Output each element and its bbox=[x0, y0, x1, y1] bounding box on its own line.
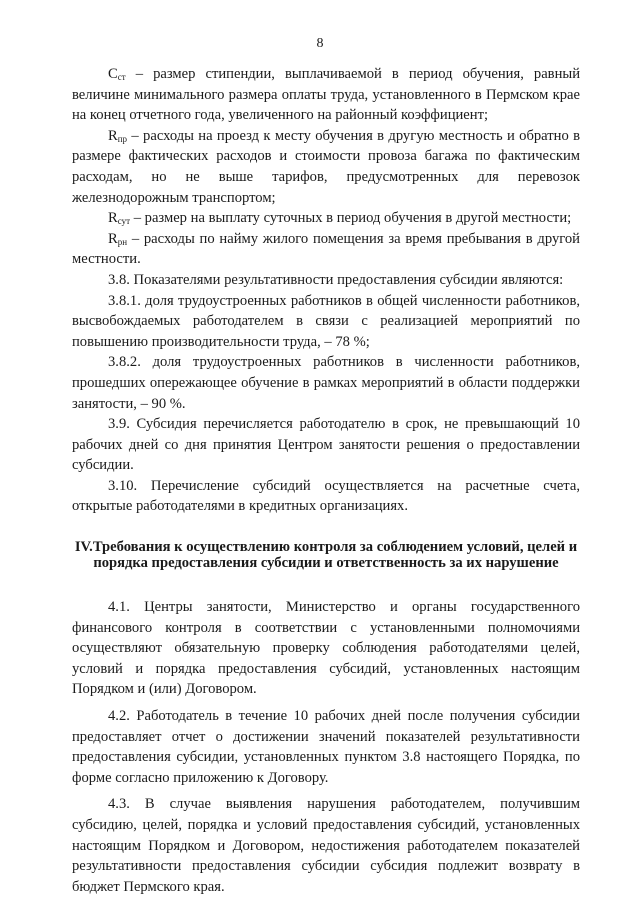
definition-text: – размер стипендии, выплачиваемой в период обучения, равный величине минимального размера оплаты труда, установленного в Пермском крае на конец отчетного года, увеличенного на районный коэффициент; bbox=[72, 66, 580, 124]
paragraph-4-2: 4.2. Работодатель в течение 10 рабочих дней после получения субсидии предоставляет отчет о достижении значений показателей результативности предоставления субсидии, установленных пунктом 3.8 настоящего Порядка, по форме согласно приложению к Договору. bbox=[72, 708, 580, 786]
definition-r-pr bbox=[72, 126, 580, 208]
paragraph-3-9: 3.9. Субсидия перечисляется работодателю в срок, не превышающий 10 рабочих дней со дня принятия Центром занятости решения о предоставлении субсидии. bbox=[72, 416, 580, 474]
definition-subscript: пр bbox=[117, 133, 128, 144]
definition-subscript: рн bbox=[117, 236, 128, 247]
definition-r-sut bbox=[72, 208, 580, 229]
paragraph-3-10: 3.10. Перечисление субсидий осуществляется на расчетные счета, открытые работодателями в кредитных организациях. bbox=[72, 477, 580, 515]
paragraph-3-8-1: 3.8.1. доля трудоустроенных работников в общей численности работников, высвобождаемых работодателем в связи с реализацией мероприятий по повышению производительности труда, – 78 %; bbox=[72, 292, 580, 350]
definition-r-rn bbox=[72, 229, 580, 270]
page-number: 8 bbox=[316, 36, 324, 51]
definition-symbol: R bbox=[108, 127, 118, 144]
definition-symbol: C bbox=[108, 66, 118, 82]
section-4-title: IV.Требования к осуществлению контроля за соблюдением условий, целей и порядка предоставления субсидии и ответственность за их нарушение bbox=[74, 539, 578, 572]
definition-text: – расходы на проезд к месту обучения в другую местность и обратно в размере фактических расходов и стоимости провоза багажа по фактическим расходам, но не выше тарифов, предусмотренных для перевозок железнодорожным транспортом; bbox=[72, 127, 580, 206]
paragraph-4-3: 4.3. В случае выявления нарушения работодателем, получившим субсидию, целей, порядка и условий предоставления субсидий, установленных настоящим Порядком и Договором, недостижения работодателем показателей результативности предоставления субсидии субсидия подлежит возврату в бюджет Пермского края. bbox=[72, 796, 580, 895]
definition-c-st bbox=[72, 64, 580, 126]
definition-text: – размер на выплату суточных в период обучения в другой местности; bbox=[130, 210, 572, 227]
page-content bbox=[72, 64, 580, 897]
definition-text: – расходы по найму жилого помещения за время пребывания в другой местности. bbox=[72, 230, 580, 268]
definition-subscript: ст bbox=[117, 72, 126, 82]
paragraph-4-1: 4.1. Центры занятости, Министерство и органы государственного финансового контроля в соответствии с установленными полномочиями осуществляют обязательную проверку соблюдения работодателями целей, условий и порядка предоставления субсидий, установленных настоящим Порядком и (или) Договором. bbox=[72, 599, 580, 698]
definition-symbol: R bbox=[108, 210, 118, 227]
definition-subscript: сут bbox=[117, 216, 131, 227]
paragraph-3-8: 3.8. Показателями результативности предоставления субсидии являются: bbox=[108, 271, 564, 288]
definition-symbol: R bbox=[108, 230, 118, 247]
paragraph-3-8-2: 3.8.2. доля трудоустроенных работников в численности работников, прошедших опережающее обучение в рамках мероприятий в области поддержки занятости, – 90 %. bbox=[72, 354, 580, 412]
